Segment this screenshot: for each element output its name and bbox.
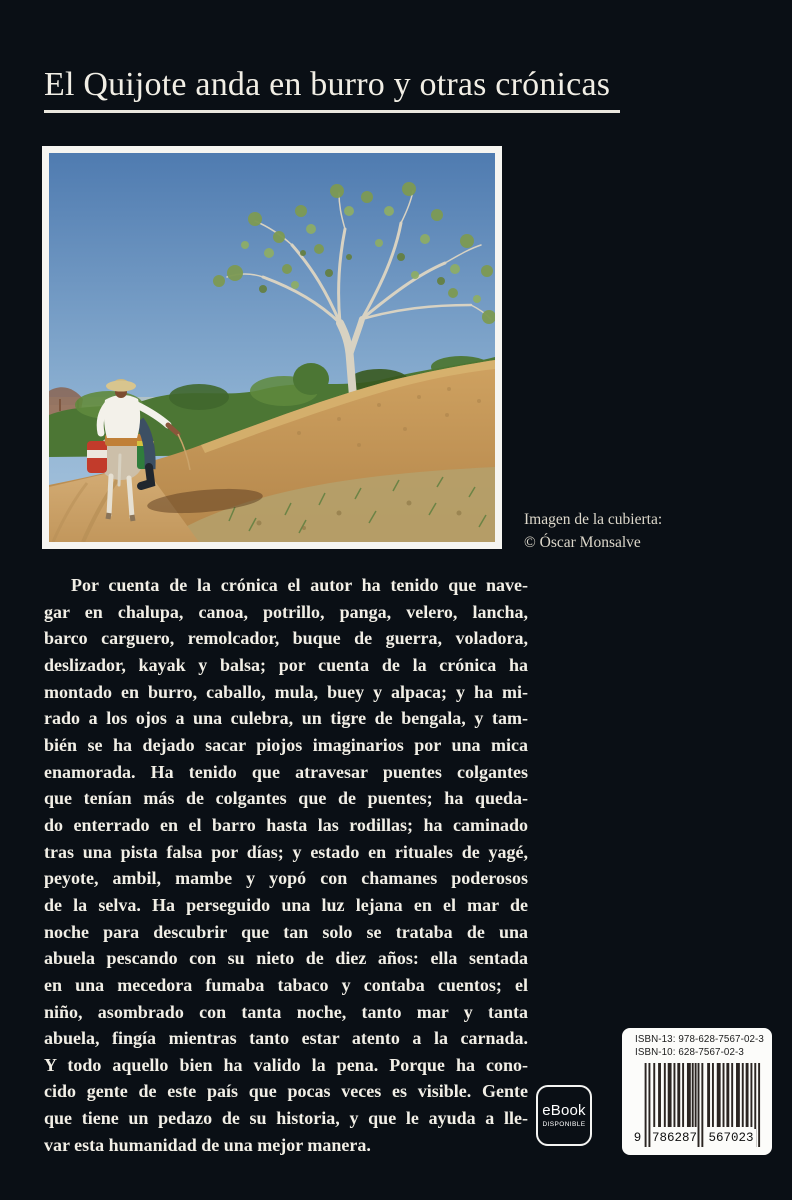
body-line: cido gente de este país que pocas veces es visible. Gente	[44, 1081, 528, 1102]
barcode-digits-group1: 786287	[652, 1129, 697, 1149]
cover-photo	[49, 153, 495, 542]
ebook-sublabel: DISPONIBLE	[542, 1121, 586, 1128]
body-line: peyote, ambil, mambe y yopó con chamanes poderosos	[44, 868, 528, 889]
body-line: rado a los ojos a una culebra, un tigre de bengala, y tam-	[44, 708, 528, 729]
body-line: tras una pista falsa por días; y estado en rituales de yagé,	[44, 841, 528, 862]
body-line: do enterrado en el barro hasta las rodillas; ha caminado	[44, 814, 528, 835]
photo-credit-line-2: © Óscar Monsalve	[524, 533, 641, 551]
body-line: Por cuenta de la crónica el autor ha tenido que nave-	[71, 575, 528, 595]
body-line: niño, asombrado con tanta noche, tanto mar y tanta	[44, 1001, 528, 1022]
body-line: var esta humanidad de una mejor manera.	[44, 1134, 371, 1155]
book-title: El Quijote anda en burro y otras crónicas	[44, 66, 620, 113]
body-line: montado en burro, caballo, mula, buey y alpaca; y ha mi-	[44, 681, 528, 702]
body-text	[44, 572, 528, 1158]
ebook-badge	[536, 1085, 592, 1146]
photo-credit	[524, 509, 662, 554]
photo-credit-line-1: Imagen de la cubierta:	[524, 511, 663, 528]
body-line: abuela pescando con su nieto de diez años: ella sentada	[44, 948, 528, 969]
body-line: noche para descubrir que tan solo se trataba de una	[44, 921, 528, 942]
body-line: barco carguero, remolcador, buque de guerra, voladora,	[44, 628, 528, 649]
body-line: Y todo aquello bien ha valido la pena. Porque ha cono-	[44, 1054, 528, 1075]
body-line: que tenían más de colgantes que de puentes; ha queda-	[44, 788, 528, 809]
isbn10-text: ISBN-10: 628-7567-02-3	[635, 1046, 744, 1058]
body-line: que tiene un pedazo de su historia, y que le ayuda a lle-	[44, 1108, 528, 1129]
barcode-box	[622, 1028, 772, 1155]
isbn13-text: ISBN-13: 978-628-7567-02-3	[635, 1034, 764, 1045]
barcode-digit-lead: 9	[632, 1129, 643, 1149]
cover-photo-frame	[42, 146, 502, 549]
body-line: de la selva. Ha perseguido una luz lejana en el mar de	[44, 894, 528, 915]
header	[44, 66, 620, 113]
body-line: gar en chalupa, canoa, potrillo, panga, velero, lancha,	[44, 601, 528, 622]
body-line: deslizador, kayak y balsa; por cuenta de la crónica ha	[44, 654, 528, 675]
body-line: en una mecedora fumaba tabaco y contaba cuentos; el	[44, 974, 528, 995]
body-line: enamorada. Ha tenido que atravesar puentes colgantes	[44, 761, 528, 782]
barcode-digits-group2: 567023	[706, 1129, 756, 1149]
barcode-bars	[635, 1063, 762, 1149]
body-line: abuela, fingía mientras tanto estar atento a la carnada.	[44, 1028, 528, 1049]
ebook-label: eBook	[542, 1102, 586, 1119]
body-line: bién se ha dejado sacar piojos imaginarios por una mica	[44, 734, 528, 755]
